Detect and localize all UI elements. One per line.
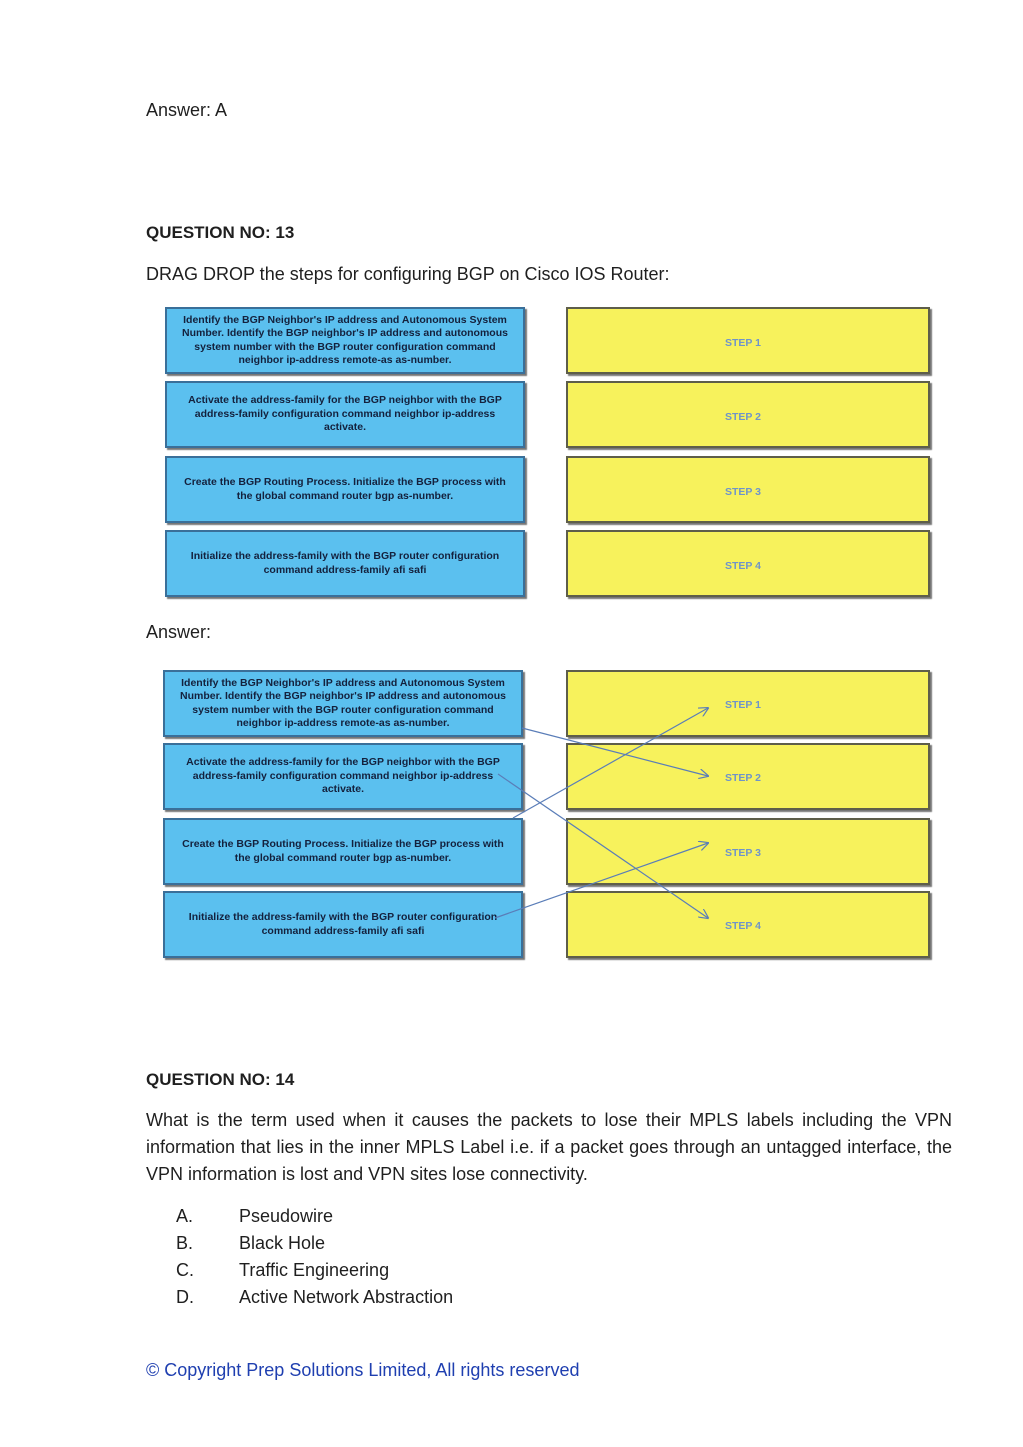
- option-a-text: Pseudowire: [239, 1206, 334, 1226]
- option-a-letter: A.: [176, 1206, 194, 1226]
- option-d-letter: D.: [176, 1287, 194, 1307]
- answer-step-2-box: [566, 743, 930, 810]
- answer-step-2-label: STEP 2: [725, 772, 761, 784]
- question-14-options: [176, 1203, 676, 1311]
- question-13-diagram: [160, 305, 935, 605]
- drag-item-3[interactable]: Create the BGP Routing Process. Initialize the BGP process with the global command router bgp as-number.: [165, 456, 525, 523]
- option-d-text: Active Network Abstraction: [239, 1287, 454, 1307]
- question-13-answer-label: Answer:: [146, 622, 212, 642]
- answer-item-1: Identify the BGP Neighbor's IP address and Autonomous System Number. Identify the BGP neighbor's IP address and autonomous system number with the BGP router configuration command neighbor ip-address remote-as as-number.: [163, 670, 523, 737]
- question-14-text: What is the term used when it causes the packets to lose their MPLS labels including the VPN information that lies in the inner MPLS Label i.e. if a packet goes through an untagged interface, the VPN information is lost and VPN sites lose connectivity.: [146, 1110, 952, 1184]
- answer-item-2: Activate the address-family for the BGP neighbor with the BGP address-family configuration command neighbor ip-address activate.: [163, 743, 523, 810]
- answer-step-4-label: STEP 4: [725, 920, 761, 932]
- drop-target-step-1[interactable]: [566, 307, 930, 374]
- question-13-heading: QUESTION NO: 13: [146, 223, 295, 242]
- option-c[interactable]: [176, 1257, 676, 1284]
- drop-target-step-3[interactable]: [566, 456, 930, 523]
- drop-target-step-4[interactable]: [566, 530, 930, 597]
- answer-step-3-label: STEP 3: [725, 847, 761, 859]
- answer-step-3-box: [566, 818, 930, 885]
- answer-item-4: Initialize the address-family with the BGP router configuration command address-family afi safi: [163, 891, 523, 958]
- drop-target-step-2[interactable]: [566, 381, 930, 448]
- drag-item-1[interactable]: Identify the BGP Neighbor's IP address and Autonomous System Number. Identify the BGP neighbor's IP address and autonomous system number with the BGP router configuration command neighbor ip-address remote-as as-number.: [165, 307, 525, 374]
- step-4-label: STEP 4: [725, 560, 761, 572]
- answer-step-1-label: STEP 1: [725, 699, 761, 711]
- copyright-footer: © Copyright Prep Solutions Limited, All rights reserved: [146, 1360, 580, 1380]
- option-a[interactable]: [176, 1203, 676, 1230]
- step-3-label: STEP 3: [725, 486, 761, 498]
- answer-step-1-box: [566, 670, 930, 737]
- option-b-text: Black Hole: [239, 1233, 326, 1253]
- previous-answer: Answer: A: [146, 100, 228, 120]
- step-2-label: STEP 2: [725, 411, 761, 423]
- option-c-letter: C.: [176, 1260, 194, 1280]
- drag-item-2[interactable]: Activate the address-family for the BGP neighbor with the BGP address-family configuration command neighbor ip-address activate.: [165, 381, 525, 448]
- answer-step-4-box: [566, 891, 930, 958]
- step-1-label: STEP 1: [725, 337, 761, 349]
- option-c-text: Traffic Engineering: [239, 1260, 390, 1280]
- answer-13-diagram: [160, 668, 935, 960]
- answer-item-3: Create the BGP Routing Process. Initialize the BGP process with the global command router bgp as-number.: [163, 818, 523, 885]
- drag-item-4[interactable]: Initialize the address-family with the BGP router configuration command address-family afi safi: [165, 530, 525, 597]
- question-14-heading: QUESTION NO: 14: [146, 1070, 295, 1089]
- question-13-prompt: DRAG DROP the steps for configuring BGP on Cisco IOS Router:: [146, 264, 670, 284]
- option-b-letter: B.: [176, 1233, 194, 1253]
- option-b[interactable]: [176, 1230, 676, 1257]
- option-d[interactable]: [176, 1284, 676, 1311]
